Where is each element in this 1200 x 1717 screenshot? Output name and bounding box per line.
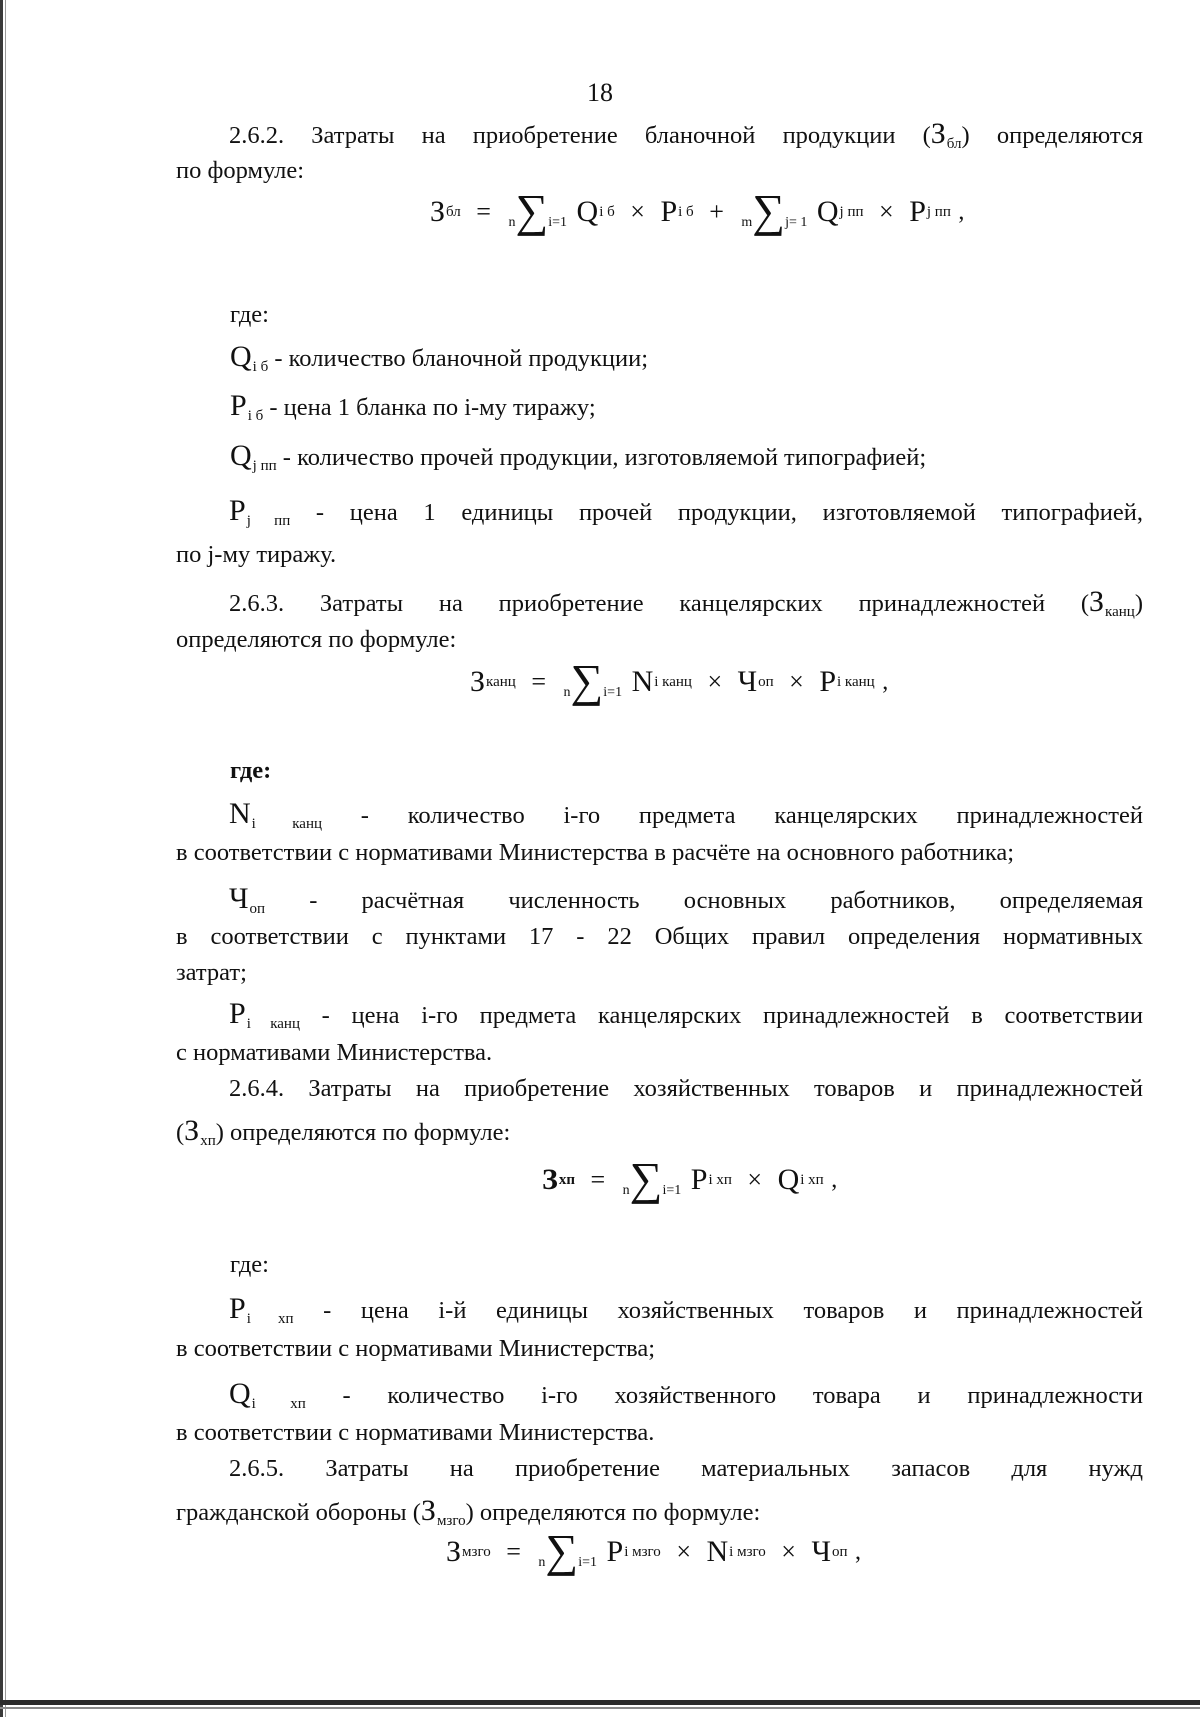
where-label: где: bbox=[230, 301, 269, 328]
scan-left-edge bbox=[0, 0, 3, 1717]
paragraph-2-6-3: 2.6.3. Затраты на приобретение канцелярских принадлежностей $(З_{канц})$ bbox=[229, 585, 1143, 620]
paragraph-2-6-2-line2: по формуле: bbox=[176, 157, 305, 184]
formula-zhp: Зхп = n∑i=1 Pi хп × Qi хп , bbox=[542, 1153, 838, 1204]
definition-pihp-cont: в соответствии с нормативами Министерства; bbox=[176, 1335, 656, 1362]
definition-nikanc: $N_{i канц}$ - количество i-го предмета канцелярских принадлежностей bbox=[229, 797, 1143, 832]
definition-chop: $Ч_{оп}$ - расчётная численность основных работников, определяемая bbox=[229, 882, 1143, 917]
page-number: 18 bbox=[587, 78, 613, 107]
definition-qihp: $Q_{i хп}$ - количество i-го хозяйственного товара и принадлежности bbox=[229, 1377, 1144, 1412]
definition-pikanc: $P_{i канц}$ - цена i-го предмета канцелярских принадлежностей в соответствии bbox=[229, 997, 1143, 1032]
formula-zmzgo: Змзго = n∑i=1 Pi мзго × Ni мзго × Чоп , bbox=[446, 1525, 861, 1576]
paragraph-2-6-5: 2.6.5. Затраты на приобретение материальных запасов для нужд bbox=[229, 1455, 1143, 1482]
definition-qib: $Q_{i б}$ - количество бланочной продукции; bbox=[230, 340, 648, 375]
definition-qihp-cont: в соответствии с нормативами Министерства. bbox=[176, 1419, 655, 1446]
paragraph-2-6-5-line2: гражданской обороны $(З_{мзго})$ определяются по формуле: bbox=[176, 1494, 761, 1529]
paragraph-2-6-2: 2.6.2. Затраты на приобретение бланочной продукции $(З_{бл})$ определяются bbox=[229, 117, 1143, 152]
definition-pikanc-cont: с нормативами Министерства. bbox=[176, 1039, 493, 1066]
definition-chop-cont: в соответствии с пунктами 17 - 22 Общих правил определения нормативных bbox=[176, 923, 1143, 950]
paragraph-2-6-4: 2.6.4. Затраты на приобретение хозяйственных товаров и принадлежностей bbox=[229, 1075, 1143, 1102]
where-label: где: bbox=[230, 757, 272, 784]
formula-zkanc: Зканц = n∑i=1 Ni канц × Чоп × Pi канц , bbox=[470, 655, 889, 706]
sum-symbol: n∑i=1 bbox=[622, 1153, 682, 1204]
formula-zbl: Збл = n∑i=1 Qi б × Pi б + m∑j= 1 Qj пп × Pj пп , bbox=[430, 185, 965, 236]
sum-symbol: n∑i=1 bbox=[563, 655, 623, 706]
definition-pib: $P_{i б}$ - цена 1 бланка по i-му тиражу; bbox=[230, 389, 596, 424]
scan-bottom-edge bbox=[0, 1700, 1200, 1705]
sum-symbol: n∑i=1 bbox=[508, 185, 568, 236]
where-label: где: bbox=[230, 1251, 269, 1278]
sum-symbol: n∑i=1 bbox=[538, 1525, 597, 1576]
definition-nikanc-cont: в соответствии с нормативами Министерства в расчёте на основного работника; bbox=[176, 839, 1015, 866]
paragraph-2-6-4-line2: $(З_{хп})$ определяются по формуле: bbox=[176, 1114, 511, 1149]
paragraph-2-6-3-line2: определяются по формуле: bbox=[176, 626, 457, 653]
definition-pjpp: $P_{j пп}$ - цена 1 единицы прочей продукции, изготовляемой типографией, bbox=[229, 494, 1143, 529]
sum-symbol: m∑j= 1 bbox=[741, 185, 808, 236]
scan-bottom-edge-shadow bbox=[0, 1707, 1200, 1709]
definition-chop-cont2: затрат; bbox=[176, 959, 247, 986]
definition-pjpp-cont: по j-му тиражу. bbox=[176, 541, 337, 568]
scan-left-edge-shadow bbox=[5, 0, 6, 1717]
definition-qjpp: $Q_{j пп}$ - количество прочей продукции, изготовляемой типографией; bbox=[230, 439, 927, 474]
definition-pihp: $P_{i хп}$ - цена i-й единицы хозяйственных товаров и принадлежностей bbox=[229, 1292, 1143, 1327]
